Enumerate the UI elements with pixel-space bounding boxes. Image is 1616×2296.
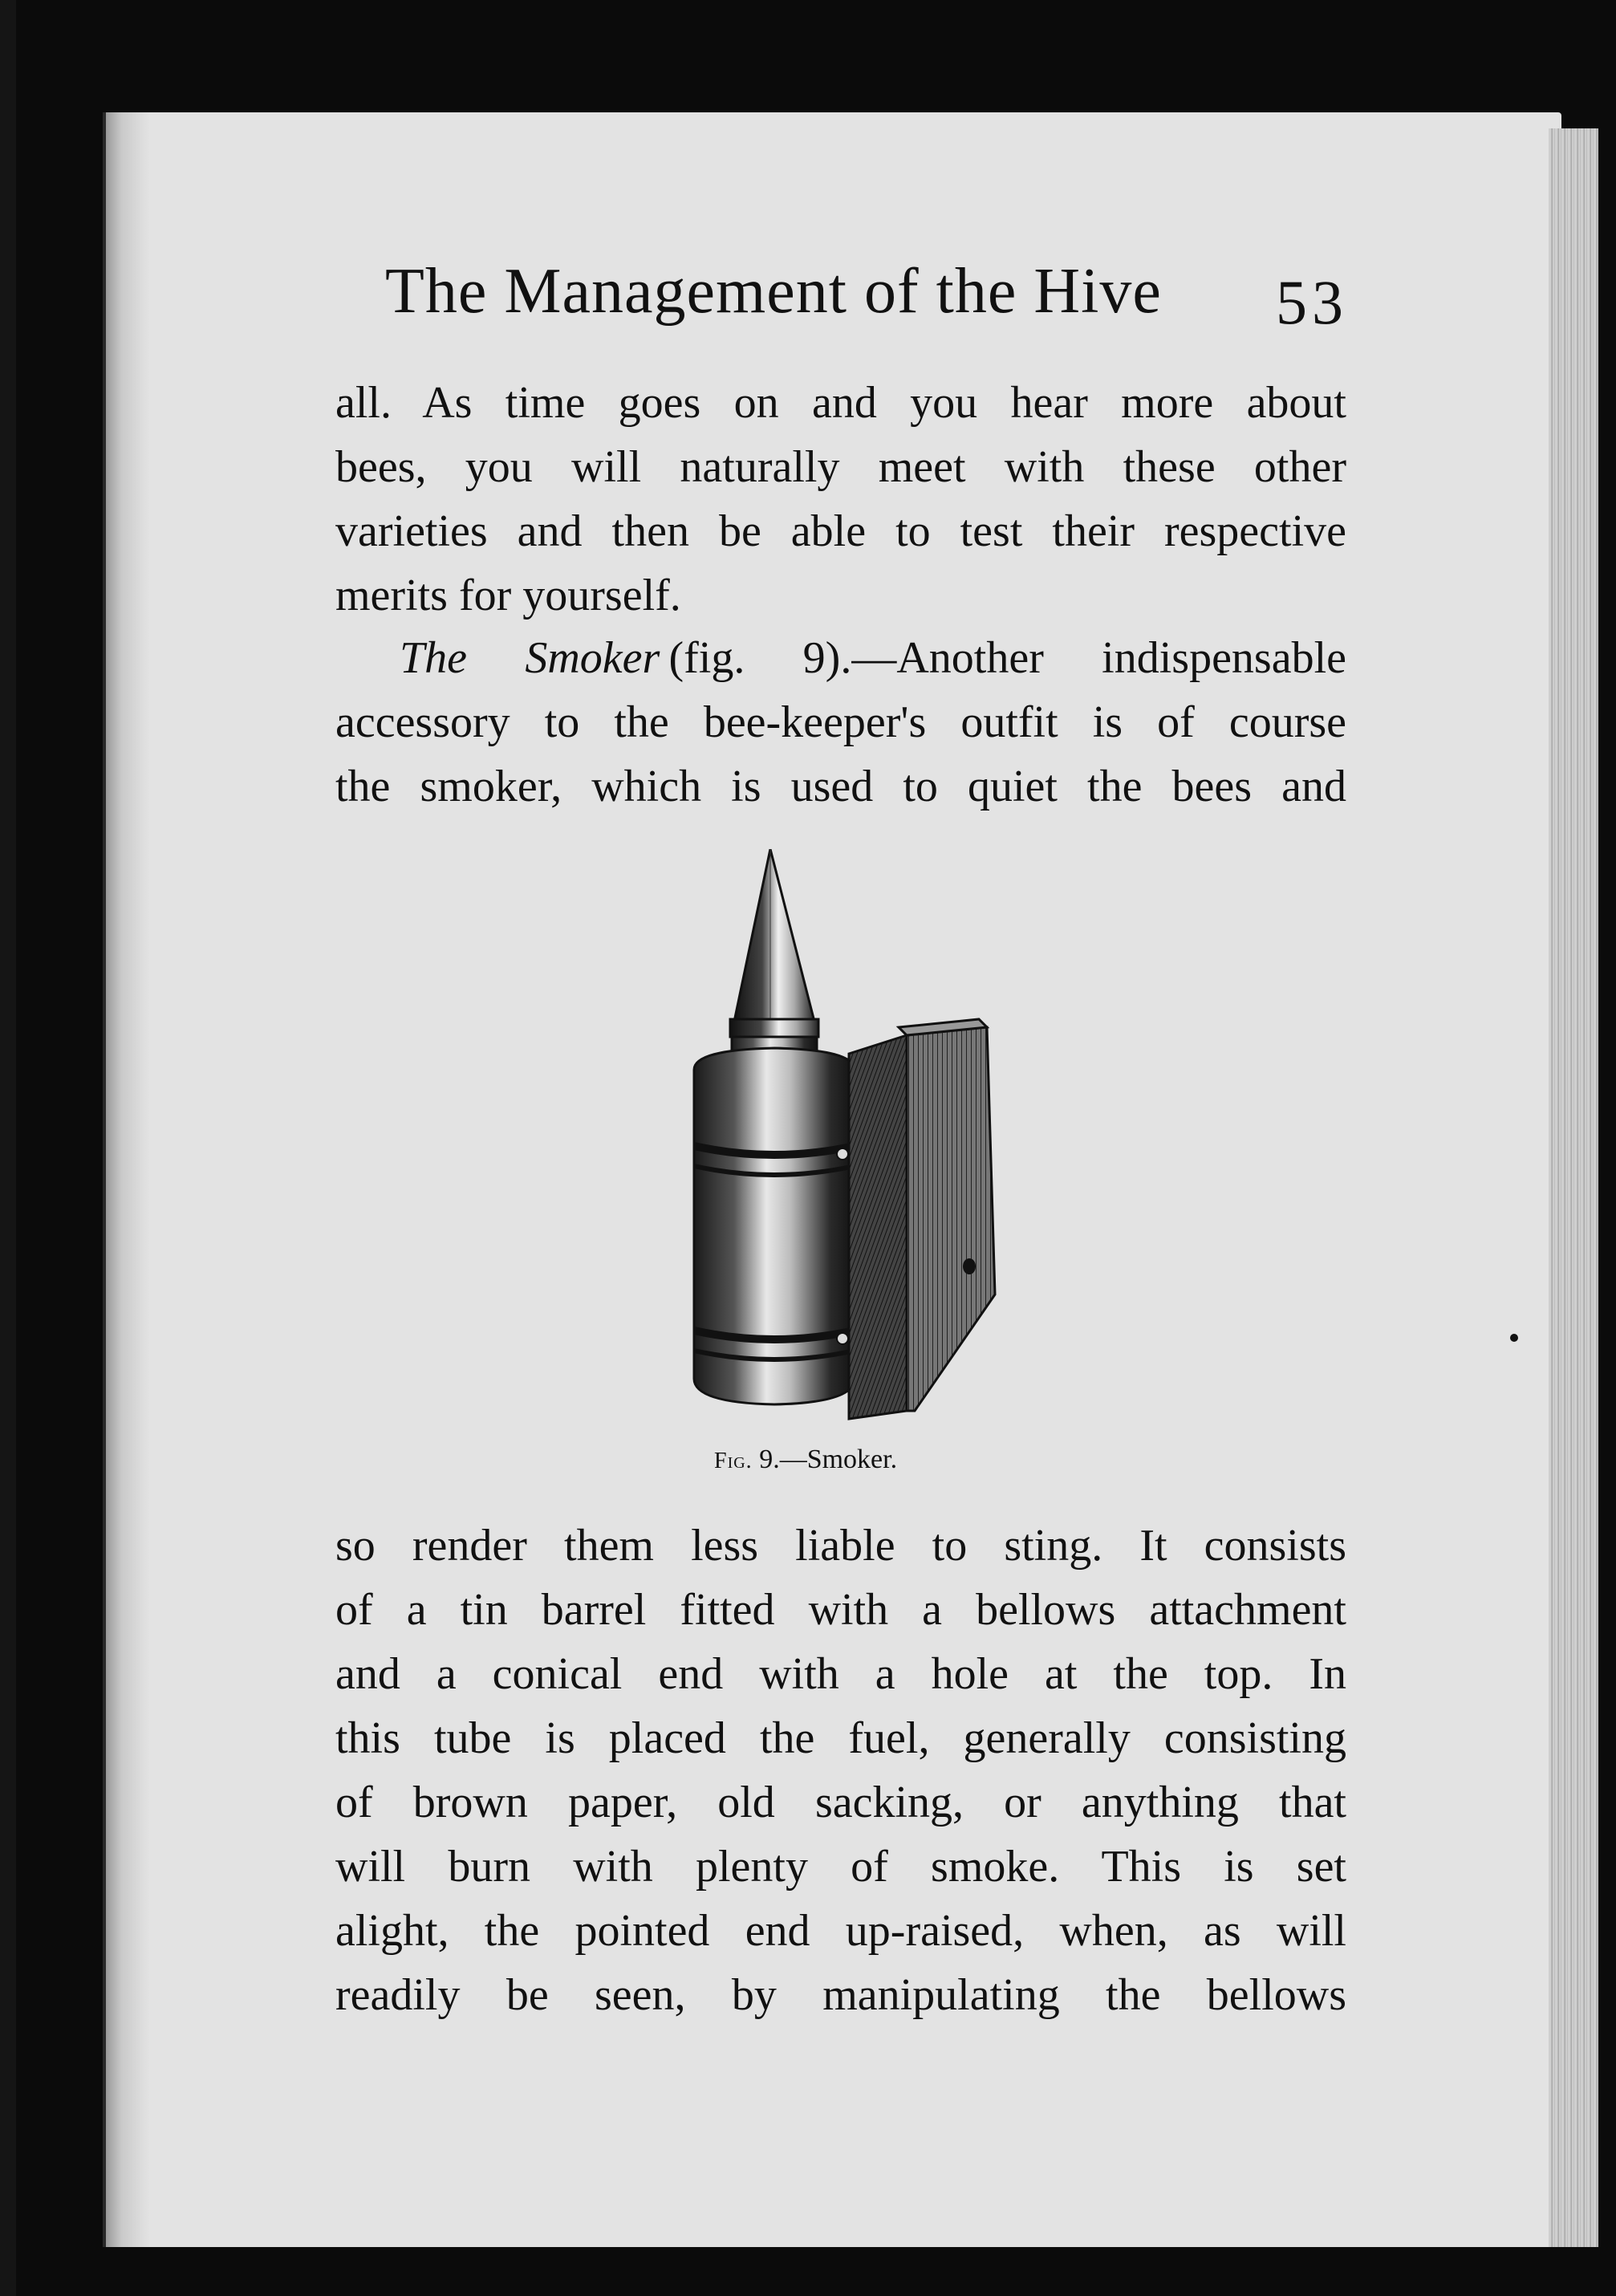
text-line <box>335 626 1346 690</box>
text-line: alight, the pointed end up-raised, when, as will <box>335 1906 1346 1956</box>
text-line: the smoker, which is used to quiet the bees and <box>335 762 1346 811</box>
paragraph-bottom <box>335 1514 1346 2027</box>
scan-speck <box>1510 1334 1518 1342</box>
figure-caption <box>714 1445 897 1475</box>
paragraph-top <box>335 371 1346 628</box>
paragraph-smoker <box>335 626 1346 819</box>
left-border-strip <box>0 0 16 2296</box>
page-number: 53 <box>1276 267 1348 337</box>
text-line: readily be seen, by manipulating the bellows <box>335 1970 1346 2020</box>
text-line: of brown paper, old sacking, or anything that <box>335 1778 1346 1827</box>
caption-fig-label: Fig. <box>714 1449 753 1473</box>
text-line: so render them less liable to sting. It consists <box>335 1521 1346 1571</box>
running-head-title: The Management of the Hive <box>385 256 1162 327</box>
text-line: accessory to the bee-keeper's outfit is of course <box>335 697 1346 747</box>
caption-text: 9.—Smoker. <box>759 1445 898 1474</box>
text-line: varieties and then be able to test their respective <box>335 506 1346 556</box>
text-line: of a tin barrel fitted with a bellows attachment <box>335 1585 1346 1635</box>
text-line: will burn with plenty of smoke. This is set <box>335 1842 1346 1892</box>
text-line: and a conical end with a hole at the top. In <box>335 1649 1346 1699</box>
text-line: bees, you will naturally meet with these other <box>335 442 1346 492</box>
text-line: this tube is placed the fuel, generally consisting <box>335 1713 1346 1763</box>
page-edges <box>1549 128 1598 2247</box>
bee-smoker-illustration <box>658 849 1027 1427</box>
text-line: merits for yourself. <box>335 571 681 620</box>
section-heading-smoker: The Smoker <box>400 633 660 683</box>
page-gutter-shadow <box>103 112 150 2247</box>
text-fragment: (fig. 9).—Another indispensable <box>668 633 1346 683</box>
text-line: all. As time goes on and you hear more about <box>335 378 1346 428</box>
